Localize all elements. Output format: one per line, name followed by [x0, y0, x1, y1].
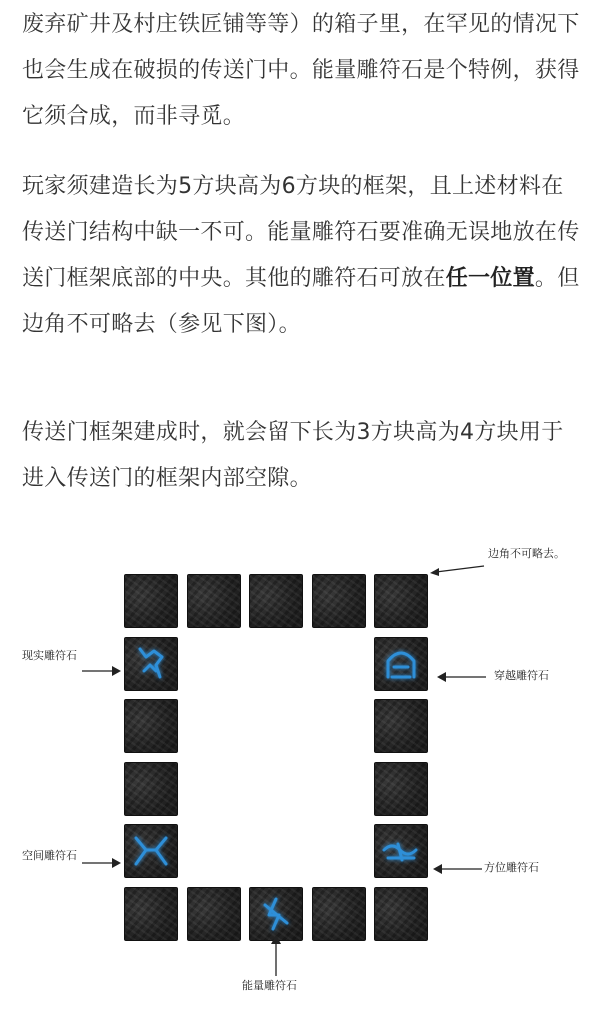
energy-glyphstone [249, 887, 303, 941]
portal-frame-diagram [0, 520, 600, 1012]
paragraph-2 [22, 164, 582, 348]
paragraph-2-emphasis: 任一位置 [445, 266, 535, 291]
travel-rune-icon [374, 637, 428, 691]
space-glyphstone [124, 824, 178, 878]
arrow-corner-icon [428, 560, 488, 580]
obsidian-block [374, 762, 428, 816]
obsidian-block [124, 887, 178, 941]
obsidian-block [312, 574, 366, 628]
obsidian-block [312, 887, 366, 941]
obsidian-block [374, 574, 428, 628]
obsidian-block [124, 762, 178, 816]
arrow-energy-icon [269, 934, 283, 978]
space-rune-icon [124, 824, 178, 878]
label-energy-glyphstone: 能量雕符石 [242, 979, 297, 992]
paragraph-1: 废弃矿井及村庄铁匠铺等等）的箱子里，在罕见的情况下也会生成在破损的传送门中。能量雕符石是个特例，获得它须合成，而非寻觅。 [22, 12, 580, 129]
obsidian-block [124, 574, 178, 628]
arrow-direction-icon [432, 862, 484, 876]
obsidian-block [249, 574, 303, 628]
direction-rune-icon [374, 824, 428, 878]
paragraph-2-text: 玩家须建造长为5方块高为6方块的框架，且上述材料在传送门结构中缺一不可。能量雕符石要准确无误地放在传送门框架底部的中央。其他的雕符石可放在 [22, 174, 580, 291]
obsidian-block [187, 574, 241, 628]
obsidian-block [187, 887, 241, 941]
travel-glyphstone [374, 637, 428, 691]
obsidian-block [374, 699, 428, 753]
direction-glyphstone [374, 824, 428, 878]
obsidian-block [124, 699, 178, 753]
arrow-reality-icon [82, 664, 122, 678]
arrow-travel-icon [436, 670, 488, 684]
label-space-glyphstone: 空间雕符石 [22, 849, 77, 862]
reality-glyphstone [124, 637, 178, 691]
paragraph-3: 传送门框架建成时，就会留下长为3方块高为4方块用于进入传送门的框架内部空隙。 [22, 420, 564, 491]
label-corner: 边角不可略去。 [488, 547, 565, 560]
label-direction-glyphstone: 方位雕符石 [484, 861, 539, 874]
label-reality-glyphstone: 现实雕符石 [22, 649, 77, 662]
obsidian-block [374, 887, 428, 941]
arrow-space-icon [82, 856, 122, 870]
paragraph-2-text-end: 。但边角不可略去（参见下图）。 [22, 266, 580, 337]
reality-rune-icon [124, 637, 178, 691]
energy-rune-icon [249, 887, 303, 941]
label-travel-glyphstone: 穿越雕符石 [494, 669, 549, 682]
